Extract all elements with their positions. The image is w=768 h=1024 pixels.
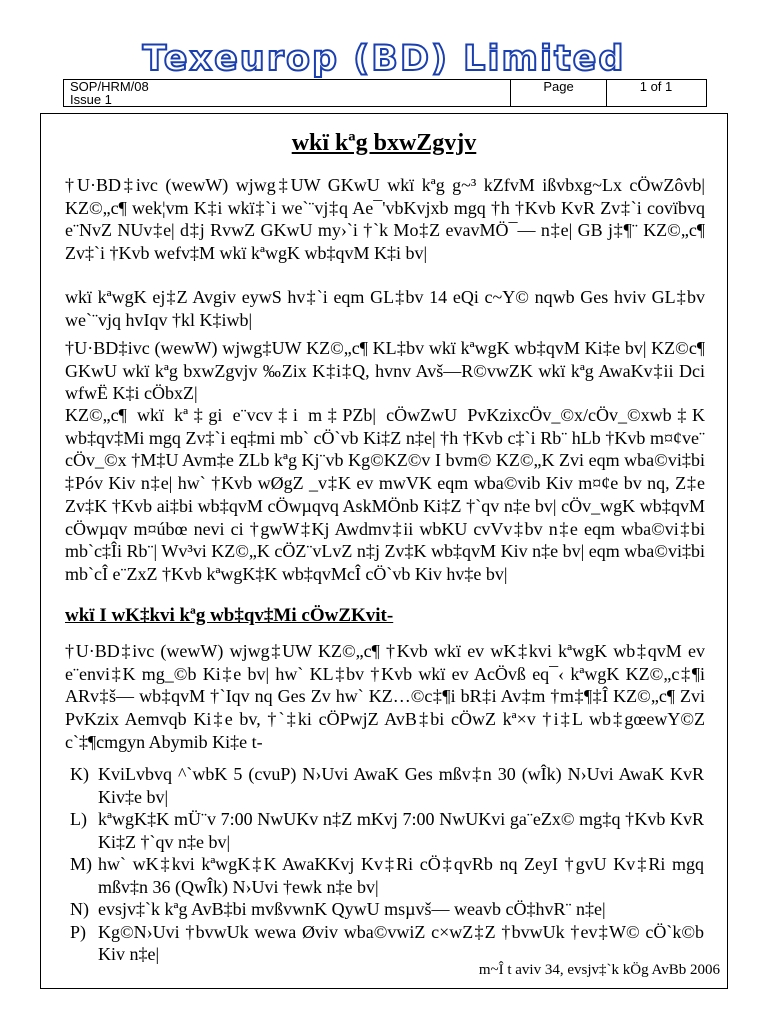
section-heading: wkï I wK‡kvi kªg wb‡qv‡Mi cÖwZKvit-: [65, 605, 394, 626]
measures-list: [68, 763, 704, 966]
list-item-text: Kg©N›Uvi †bvwUk wewa Øviv wba©vwiZ c×wZ‡Z †bvwUk †ev‡W© cÖ`k©b Kiv n‡e|: [98, 921, 704, 964]
paragraph-4: KZ©„c¶ wkï kª‡gi e¨vcv‡i m‡PZb| cÖwZwU PvKzixcÖv_©x/cÖv_©xwb‡K wb‡qv‡Mi mgq Zv‡`i eq‡mi mb` cÖ`vb Ki‡Z n‡e| †h †Kvb c‡`i Rb¨ hLb †Kvb m¤¢ve¨ cÖv_©x †M‡U Avm‡e ZLb kªg Kj¨vb Kg©KZ©v I bvm© KZ©„K Zvi eqm wba©vi‡bi ‡Póv Kiv n‡e| hw` †Kvb wØgZ _v‡K ev mwVK eqm wba©vib Kiv m¤¢e bv nq, Z‡e Zv‡K †Kvb ai‡bi wb‡qvM cÖwµqvq AskMÖnb Ki‡Z †`qv n‡e bv| cÖv_wgK wb‡qvM cÖwµqv m¤úbœ nevi ci †gwW‡Kj Awdmv‡ii wbKU cvVv‡bv n‡e eqm wba©vi‡bi mb`c‡Îi Rb¨| Wv³vi KZ©„K cÖZ¨vLvZ n‡j Zv‡K wb‡qvM Kiv n‡e bv| eqm wba©vi‡bi mb`cÎ e¨ZxZ †Kvb kªwgK‡K wb‡qvMcÎ cÖ`vb Kiv hv‡e bv|: [65, 405, 705, 584]
list-item: [68, 898, 704, 921]
company-logo-title: Texeurop (BD) Limited: [142, 39, 626, 79]
page-label: Page: [511, 80, 607, 106]
list-marker: N): [70, 899, 89, 919]
paragraph-1: †U·BD‡ivc (wewW) wjwg‡UW GKwU wkï kªg g~³ kZfvM ißvbxg~Lx cÖwZôvb| KZ©„c¶ wek¦vm K‡i wkï‡`i we`¨vj‡q Ae¯'vbKvjxb mgq †h †Kvb KvR Zv‡`i covïbvq e¨NvZ NUv‡e| d‡j RvwZ GKwU my›`i †`k Mo‡Z evavMÖ¯— n‡e| GB j‡¶¨ KZ©„c¶ Zv‡`i †Kvb wefv‡M wkï kªwgK wb‡qvM K‡i bv|: [65, 175, 705, 264]
list-marker: L): [70, 809, 87, 829]
paragraph-3: †U·BD‡ivc (wewW) wjwg‡UW KZ©„c¶ KL‡bv wkï kªwgK wb‡qvM Ki‡e bv| KZ©c¶ GKwU wkï kªg bxwZgvjv ‰Zix K‡i‡Q, hvnv Avš—R©vwZK wkï kªg AwaKv‡ii Dci wfwË K‡i cÖbxZ|: [65, 338, 705, 404]
sop-cell: [64, 80, 511, 106]
list-item: [68, 763, 704, 808]
list-item: [68, 853, 704, 898]
list-item: [68, 808, 704, 853]
list-item-text: evsjv‡`k kªg AvB‡bi mvßvwnK QywU msµvš— weavb cÖ‡hvR¨ n‡e|: [98, 899, 606, 919]
list-item: [68, 921, 704, 966]
paragraph-2: wkï kªwgK ej‡Z Avgiv eywS hv‡`i eqm GL‡bv 14 eQi c~Y© nqwb Ges hviv GL‡bv we`¨vjq hvIqv †kl K‡iwb|: [65, 287, 705, 330]
section-paragraph: †U·BD‡ivc (wewW) wjwg‡UW KZ©„c¶ †Kvb wkï ev wK‡kvi kªwgK wb‡qvM ev e¨envi‡K mg_©b Ki‡e bv| hw` KL‡bv †Kvb wkï ev AcÖvß eq¯‹ kªwgK KZ©„c‡¶i ARv‡š— wb‡qvM †`Iqv nq Ges Zv hw` KZ…©c‡¶i bR‡i Av‡m †m‡¶‡Î KZ©„c¶ Zvi PvKzix Aemvqb Ki‡e bv, †`‡ki cÖPwjZ AvB‡bi cÖwZ kª×v †i‡L wb‡gœewY©Z c`‡¶cmgyn Abymib Ki‡e t-: [65, 641, 705, 752]
list-marker: M): [70, 854, 92, 874]
issue-label: Issue 1: [70, 92, 112, 107]
document-title: wkï kªg bxwZgvjv: [291, 130, 477, 156]
list-item-text: hw` wK‡kvi kªwgK‡K AwaKKvj Kv‡Ri cÖ‡qvRb nq ZeyI †gvU Kv‡Ri mgq mßv‡n 36 (QwÎk) N›Uvi †ewk n‡e bv|: [98, 854, 704, 897]
list-marker: P): [70, 921, 87, 942]
source-footnote: m~Î t aviv 34, evsjv‡`k kÖg AvBb 2006: [478, 962, 720, 978]
list-item-text: kªwgK‡K mÜ¨v 7:00 NwUKv n‡Z mKvj 7:00 NwUKvi ga¨eZx© mg‡q †Kvb KvR Ki‡Z †`qv n‡e bv|: [98, 809, 704, 852]
page-value: 1 of 1: [639, 79, 673, 94]
list-marker: K): [70, 764, 89, 784]
sop-code: SOP/HRM/08: [70, 79, 149, 94]
list-item-text: KviLvbvq ^`wbK 5 (cvuP) N›Uvi AwaK Ges mßv‡n 30 (wÎk) N›Uvi AwaK KvR Kiv‡e bv|: [98, 764, 704, 807]
document-header-table: [63, 79, 707, 107]
